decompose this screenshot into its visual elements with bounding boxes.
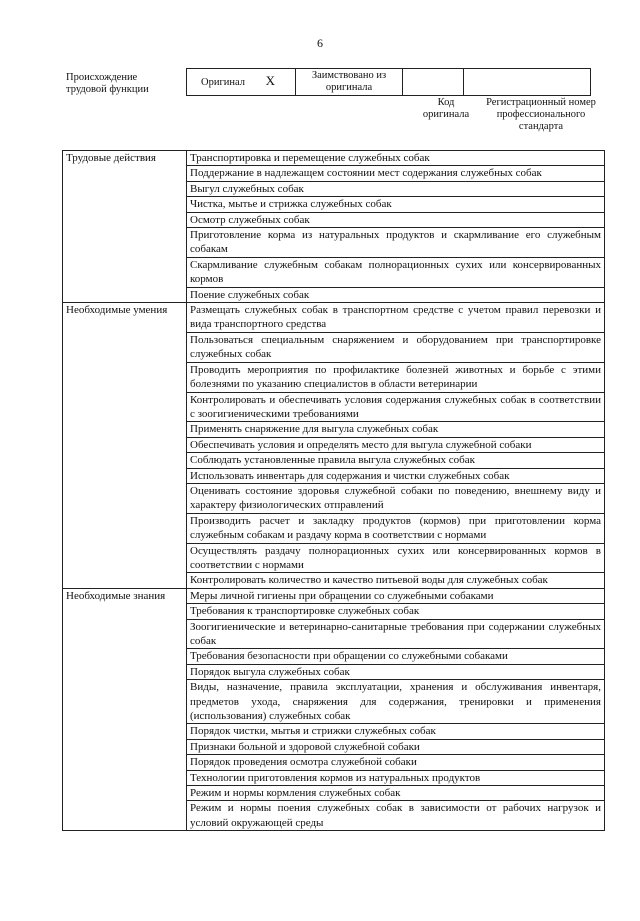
list-item: Осуществлять раздачу полнорационных сухих или консервированных кормов в соответствии с нормами xyxy=(187,543,605,573)
list-item: Меры личной гигиены при обращении со служебными собаками xyxy=(187,588,605,603)
list-item: Режим и нормы кормления служебных собак xyxy=(187,786,605,801)
list-item: Поение служебных собак xyxy=(187,287,605,302)
reg-caption: Регистрационный номер профессионального стандарта xyxy=(486,97,596,132)
list-item: Обеспечивать условия и определять место для выгула служебной собаки xyxy=(187,437,605,452)
code-caption: Код оригинала xyxy=(422,97,470,120)
list-item: Технологии приготовления кормов из натуральных продуктов xyxy=(187,770,605,785)
list-item: Признаки больной и здоровой служебной собаки xyxy=(187,739,605,754)
list-item: Режим и нормы поения служебных собак в зависимости от рабочих нагрузок и условий окружающей среды xyxy=(187,801,605,831)
origin-code-cell xyxy=(403,69,464,96)
list-item: Пользоваться специальным снаряжением и оборудованием при транспортировке служебных собак xyxy=(187,332,605,362)
table-row xyxy=(63,151,605,166)
section-title: Трудовые действия xyxy=(63,151,187,303)
list-item: Зоогигиенические и ветеринарно-санитарные требования при содержании служебных собак xyxy=(187,619,605,649)
list-item: Виды, назначение, правила эксплуатации, хранения и обслуживания инвентаря, предметов ухода, снаряжения для содержания, тренировки и применения (использования) служебных собак xyxy=(187,680,605,724)
list-item: Чистка, мытье и стрижка служебных собак xyxy=(187,197,605,212)
list-item: Порядок чистки, мытья и стрижки служебных собак xyxy=(187,724,605,739)
table-row xyxy=(63,588,605,603)
list-item: Транспортировка и перемещение служебных собак xyxy=(187,151,605,166)
page-number: 6 xyxy=(317,36,323,50)
list-item: Требования к транспортировке служебных собак xyxy=(187,604,605,619)
list-item: Применять снаряжение для выгула служебных собак xyxy=(187,422,605,437)
section-title: Необходимые знания xyxy=(63,588,187,831)
list-item: Проводить мероприятия по профилактике болезней животных и борьбе с этими болезнями по указанию специалистов в области ветеринарии xyxy=(187,362,605,392)
list-item: Скармливание служебным собакам полнорационных сухих или консервированных кормов xyxy=(187,257,605,287)
origin-table xyxy=(186,68,591,96)
list-item: Производить расчет и закладку продуктов (кормов) при приготовлении корма служебным собакам и раздачу корма в соответствии с нормами xyxy=(187,513,605,543)
list-item: Контролировать и обеспечивать условия содержания служебных собак в соответствии с зоогигиеническими требованиями xyxy=(187,392,605,422)
origin-original-label: Оригинал xyxy=(201,77,245,88)
table-row xyxy=(63,303,605,333)
origin-mark: X xyxy=(265,73,276,88)
list-item: Поддержание в надлежащем состоянии мест содержания служебных собак xyxy=(187,166,605,181)
list-item: Выгул служебных собак xyxy=(187,181,605,196)
list-item: Соблюдать установленные правила выгула служебных собак xyxy=(187,453,605,468)
list-item: Порядок проведения осмотра служебной собаки xyxy=(187,755,605,770)
function-table xyxy=(62,150,605,831)
origin-borrowed-cell: Заимствовано из оригинала xyxy=(296,69,403,96)
list-item: Использовать инвентарь для содержания и чистки служебных собак xyxy=(187,468,605,483)
list-item: Осмотр служебных собак xyxy=(187,212,605,227)
origin-original-cell xyxy=(187,69,296,96)
list-item: Порядок выгула служебных собак xyxy=(187,664,605,679)
list-item: Контролировать количество и качество питьевой воды для служебных собак xyxy=(187,573,605,588)
origin-reg-cell xyxy=(464,69,591,96)
origin-label: Происхождение трудовой функции xyxy=(66,72,149,95)
list-item: Приготовление корма из натуральных продуктов и скармливание его служебным собакам xyxy=(187,228,605,258)
section-title: Необходимые умения xyxy=(63,303,187,589)
list-item: Размещать служебных собак в транспортном средстве с учетом правил перевозки и вида транспортного средства xyxy=(187,303,605,333)
list-item: Требования безопасности при обращении со служебными собаками xyxy=(187,649,605,664)
list-item: Оценивать состояние здоровья служебной собаки по поведению, внешнему виду и характеру физиологических отправлений xyxy=(187,483,605,513)
